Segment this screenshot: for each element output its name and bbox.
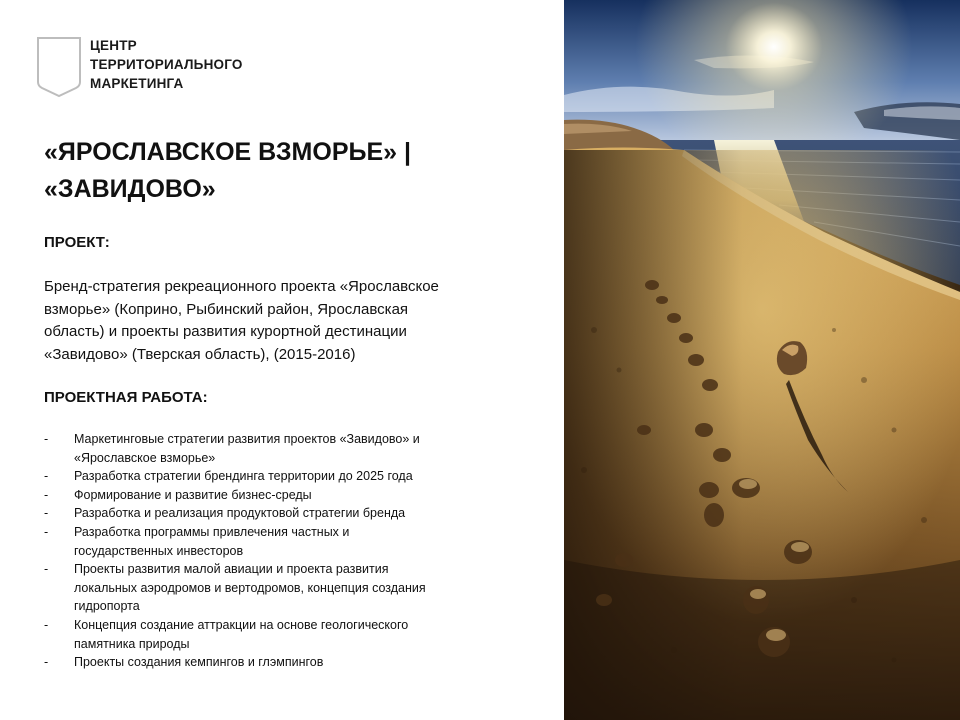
project-work-item-line: государственных инвесторов <box>74 543 244 558</box>
bullet-dash: - <box>44 655 49 670</box>
description-line: Бренд-стратегия рекреационного проекта «Ярославское <box>44 278 439 295</box>
project-work-item-line: Разработка программы привлечения частных и <box>74 524 350 539</box>
project-work-item-line: Концепция создание аттракции на основе геологического <box>74 617 409 632</box>
project-label: ПРОЕКТ: <box>44 234 110 251</box>
beach-photo <box>564 0 960 720</box>
logo-line: МАРКЕТИНГА <box>90 76 184 91</box>
bullet-dash: - <box>44 506 49 521</box>
bullet-dash: - <box>44 469 49 484</box>
page-title <box>44 134 544 208</box>
logo-text <box>90 36 243 93</box>
project-work-item <box>44 523 514 560</box>
project-description <box>44 276 544 366</box>
project-work-item-line: Проекты создания кемпингов и глэмпингов <box>74 655 324 670</box>
beach-photo-image <box>564 0 960 720</box>
bullet-dash: - <box>44 524 49 539</box>
shield-logo-icon <box>36 36 82 98</box>
project-work-item-line: Разработка стратегии брендинга территории до 2025 года <box>74 469 413 484</box>
project-work-list <box>44 430 514 672</box>
project-work-label: ПРОЕКТНАЯ РАБОТА: <box>44 389 208 406</box>
bullet-dash: - <box>44 432 49 446</box>
project-work-item-line: Разработка и реализация продуктовой стратегии бренда <box>74 506 406 521</box>
project-work-item <box>44 467 514 486</box>
logo-line: ЦЕНТР <box>90 38 137 53</box>
project-work-item-line: Формирование и развитие бизнес-среды <box>74 487 312 502</box>
description-line: «Завидово» (Тверская область), (2015-2016) <box>44 345 356 363</box>
bullet-dash: - <box>44 487 49 502</box>
title-line: «ЗАВИДОВО» <box>44 175 216 203</box>
title-line: «ЯРОСЛАВСКОЕ ВЗМОРЬЕ» | <box>44 138 411 166</box>
project-work-item <box>44 560 514 616</box>
project-work-item <box>44 486 514 505</box>
project-work-item-line: Проекты развития малой авиации и проекта развития <box>74 562 389 577</box>
bullet-dash: - <box>44 617 49 632</box>
logo <box>36 36 266 98</box>
bullet-dash: - <box>44 562 49 577</box>
description-line: область) и проекты развития курортной дестинации <box>44 323 407 340</box>
project-work-item-line: Маркетинговые стратегии развития проектов «Завидово» и <box>74 432 420 446</box>
project-work-item-line: памятника природы <box>74 636 190 651</box>
project-work-item <box>44 653 514 672</box>
project-work-item <box>44 430 514 467</box>
project-work-item <box>44 504 514 523</box>
description-line: взморье» (Коприно, Рыбинский район, Ярославская <box>44 300 409 318</box>
project-work-item-line: локальных аэродромов и вертодромов, концепция создания <box>74 580 426 595</box>
project-work-item-line: гидропорта <box>74 599 140 614</box>
logo-line: ТЕРРИТОРИАЛЬНОГО <box>90 57 243 72</box>
project-work-item <box>44 616 514 653</box>
project-work-item-line: «Ярославское взморье» <box>74 450 216 465</box>
